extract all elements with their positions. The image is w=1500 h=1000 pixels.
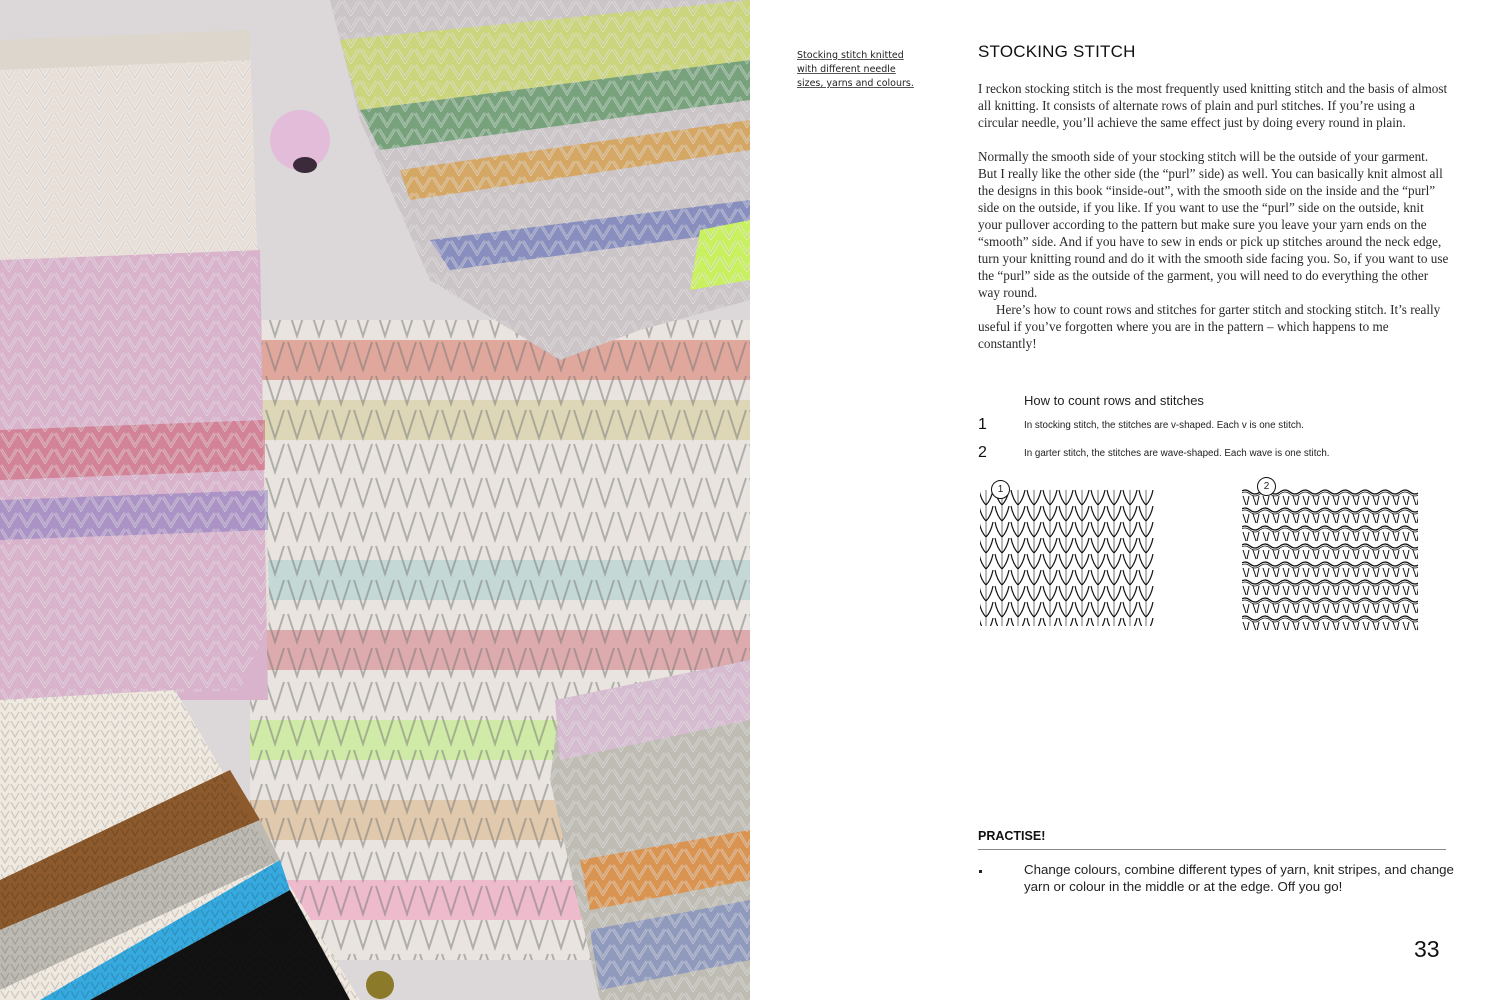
step-text: In stocking stitch, the stitches are v-shaped. Each v is one stitch.: [1024, 420, 1304, 431]
paragraph-2: Normally the smooth side of your stocking stitch will be the outside of your garment. But I really like the other side (the “purl” side) as well. You can basically knit almost all the designs in this book “inside-out”, with the smooth side on the inside and the “purl” side on the outside, if you like. If you want to use the “purl” side on the outside, knit your pullover according to the pattern but make sure you leave your yarn ends on the “smooth” side. And if you have to sew in ends or pick up stitches around the neck edge, turn your knitting round and do it with the smooth side facing you. So, if you want to use the “purl” side as the outside of the garment, you will need to do everything the other way round.: [978, 149, 1449, 300]
page-number: 33: [1414, 936, 1440, 962]
divider-line: [978, 849, 1446, 850]
wave-stitch-illustration: [1240, 476, 1420, 632]
paragraph-3: Here’s how to count rows and stitches for garter stitch and stocking stitch. It’s really useful if you’ve forgotten where you are in the pattern – which happens to me constantly!: [978, 302, 1441, 351]
bullet-icon: [979, 870, 982, 873]
diagram-badge: 1: [991, 480, 1010, 499]
step-number: 2: [978, 444, 987, 461]
v-stitch-illustration: [978, 480, 1156, 628]
stocking-stitch-diagram: [978, 480, 1156, 628]
howto-title: How to count rows and stitches: [1024, 393, 1204, 408]
practise-heading: PRACTISE!: [978, 829, 1046, 843]
photo-caption: [797, 49, 917, 91]
body-text: [978, 80, 1450, 352]
paragraph-1: I reckon stocking stitch is the most frequently used knitting stitch and the basis of almost all knitting. It consists of alternate rows of plain and purl stitches. If you’re using a circular needle, you’ll achieve the same effect just by doing every round in plain.: [978, 81, 1448, 130]
step-number: 1: [978, 416, 987, 433]
diagram-badge: 2: [1257, 477, 1276, 496]
page-title: STOCKING STITCH: [978, 42, 1136, 61]
practise-bullet-text: Change colours, combine different types of yarn, knit stripes, and change yarn or colour in the middle or at the edge. Off you go!: [1024, 862, 1454, 894]
photo-caption-text: Stocking stitch knitted with different needle sizes, yarns and colours.: [797, 50, 914, 89]
step-text: In garter stitch, the stitches are wave-shaped. Each wave is one stitch.: [1024, 448, 1330, 459]
garter-stitch-diagram: [1240, 476, 1420, 632]
book-page: [750, 0, 1500, 1000]
